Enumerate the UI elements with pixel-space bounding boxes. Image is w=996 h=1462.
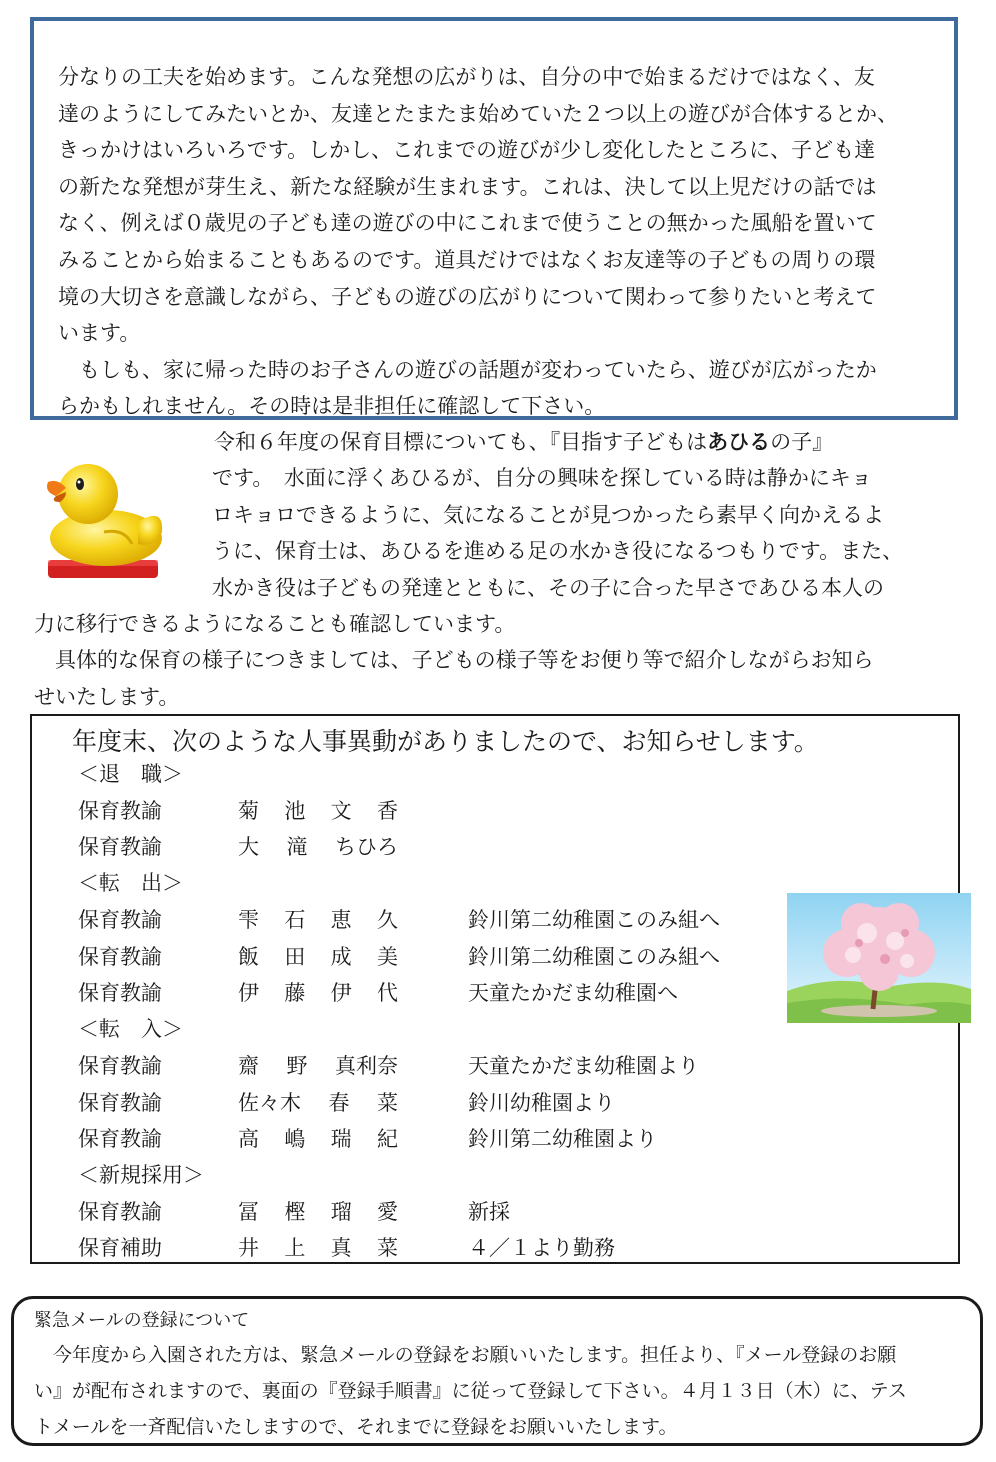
staff-destination: 鈴川第二幼稚園より bbox=[468, 1127, 657, 1151]
intro-line: らかもしれません。その時は是非担任に確認して下さい。 bbox=[58, 394, 606, 419]
staff-name: 雫 石 恵 久 bbox=[238, 908, 398, 932]
staff-destination: 鈴川第二幼稚園このみ組へ bbox=[468, 908, 720, 932]
staff-destination: 新採 bbox=[468, 1200, 510, 1224]
staff-role: 保育教諭 bbox=[78, 1091, 162, 1115]
staff-role: 保育教諭 bbox=[78, 981, 162, 1005]
staff-role: 保育教諭 bbox=[78, 835, 162, 859]
staff-destination: 鈴川第二幼稚園このみ組へ bbox=[468, 945, 720, 969]
intro-line: みることから始まることもあるのです。道具だけではなくお友達等の子どもの周りの環 bbox=[58, 247, 876, 272]
goal-text: の子』 bbox=[770, 430, 834, 454]
mail-line: 今年度から入園された方は、緊急メールの登録をお願いいたします。担任より、『メール登録のお願 bbox=[34, 1344, 897, 1366]
staff-name: 飯 田 成 美 bbox=[238, 945, 398, 969]
goal-line: うに、保育士は、あひるを進める足の水かき役になるつもりです。また、 bbox=[212, 539, 904, 564]
intro-line: きっかけはいろいろです。しかし、これまでの遊びが少し変化したところに、子ども達 bbox=[58, 138, 876, 163]
staff-role: 保育教諭 bbox=[78, 1054, 162, 1078]
staff-name: 大 滝 ちひろ bbox=[238, 835, 398, 859]
staff-destination: 天童たかだま幼稚園へ bbox=[468, 981, 678, 1005]
intro-line: の新たな発想が芽生え、新たな経験が生まれます。これは、決して以上児だけの話では bbox=[58, 174, 877, 199]
staff-name: 井 上 真 菜 bbox=[238, 1236, 398, 1260]
goal-line: せいたします。 bbox=[34, 684, 180, 709]
intro-text bbox=[58, 59, 938, 425]
intro-frame bbox=[30, 17, 958, 420]
section-in: ＜転 入＞ bbox=[78, 1017, 183, 1041]
goal-line-1 bbox=[34, 424, 954, 460]
goal-line: です。 水面に浮くあひるが、自分の興味を探している時は静かにキョ bbox=[212, 466, 872, 491]
section-out: ＜転 出＞ bbox=[78, 871, 183, 895]
staff-destination: ４／１より勤務 bbox=[468, 1236, 615, 1260]
staff-role: 保育教諭 bbox=[78, 1200, 162, 1224]
mail-title: 緊急メールの登録について bbox=[34, 1310, 250, 1331]
staff-heading: 年度末、次のような人事異動がありましたので、お知らせします。 bbox=[72, 727, 819, 756]
staff-name: 伊 藤 伊 代 bbox=[238, 981, 398, 1005]
staff-destination: 鈴川幼稚園より bbox=[468, 1091, 615, 1115]
mail-body bbox=[34, 1337, 964, 1445]
staff-name: 高 嶋 瑞 紀 bbox=[238, 1127, 398, 1151]
goal-line: ロキョロできるように、気になることが見つかったら素早く向かえるよ bbox=[212, 502, 884, 527]
goal-line: 具体的な保育の様子につきましては、子どもの様子等をお便り等で紹介しながらお知ら bbox=[34, 648, 874, 673]
staff-role: 保育教諭 bbox=[78, 908, 162, 932]
mail-line: トメールを一斉配信いたしますので、それまでに登録をお願いいたします。 bbox=[34, 1416, 678, 1438]
intro-line: います。 bbox=[58, 321, 141, 346]
section-new: ＜新規採用＞ bbox=[78, 1163, 204, 1187]
staff-role: 保育教諭 bbox=[78, 799, 162, 823]
intro-line: 達のようにしてみたいとか、友達とたまたま始めていた２つ以上の遊びが合体するとか、 bbox=[58, 101, 898, 126]
intro-line: なく、例えば０歳児の子ども達の遊びの中にこれまで使うことの無かった風船を置いて bbox=[58, 211, 877, 236]
intro-line: 分なりの工夫を始めます。こんな発想の広がりは、自分の中で始まるだけではなく、友 bbox=[58, 65, 875, 89]
mail-line: い』が配布されますので、裏面の『登録手順書』に従って登録して下さい。４月１３日（木）に、テス bbox=[34, 1380, 907, 1402]
cherry-tree-icon bbox=[787, 893, 971, 1023]
staff-destination: 天童たかだま幼稚園より bbox=[468, 1054, 699, 1078]
goal-line: 水かき役は子どもの発達とともに、その子に合った早さであひる本人の bbox=[212, 575, 884, 600]
emergency-mail-box bbox=[11, 1296, 983, 1446]
goal-text: 令和６年度の保育目標についても、『目指す子どもは bbox=[214, 430, 708, 454]
section-retire: ＜退 職＞ bbox=[78, 762, 183, 786]
staff-name: 冨 樫 瑠 愛 bbox=[238, 1200, 398, 1224]
goal-emphasis: あひる bbox=[707, 430, 771, 454]
goal-line: 力に移行できるようになることも確認しています。 bbox=[34, 611, 516, 636]
staff-role: 保育教諭 bbox=[78, 945, 162, 969]
staff-name: 菊 池 文 香 bbox=[238, 799, 398, 823]
intro-line: もしも、家に帰った時のお子さんの遊びの話題が変わっていたら、遊びが広がったか bbox=[58, 357, 877, 382]
intro-line: 境の大切さを意識しながら、子どもの遊びの広がりについて関わって参りたいと考えて bbox=[58, 284, 877, 309]
goal-section bbox=[34, 424, 954, 715]
staff-role: 保育補助 bbox=[78, 1236, 162, 1260]
staff-name: 佐々木 春 菜 bbox=[238, 1091, 398, 1115]
staff-name: 齋 野 真利奈 bbox=[238, 1054, 398, 1078]
staff-role: 保育教諭 bbox=[78, 1127, 162, 1151]
